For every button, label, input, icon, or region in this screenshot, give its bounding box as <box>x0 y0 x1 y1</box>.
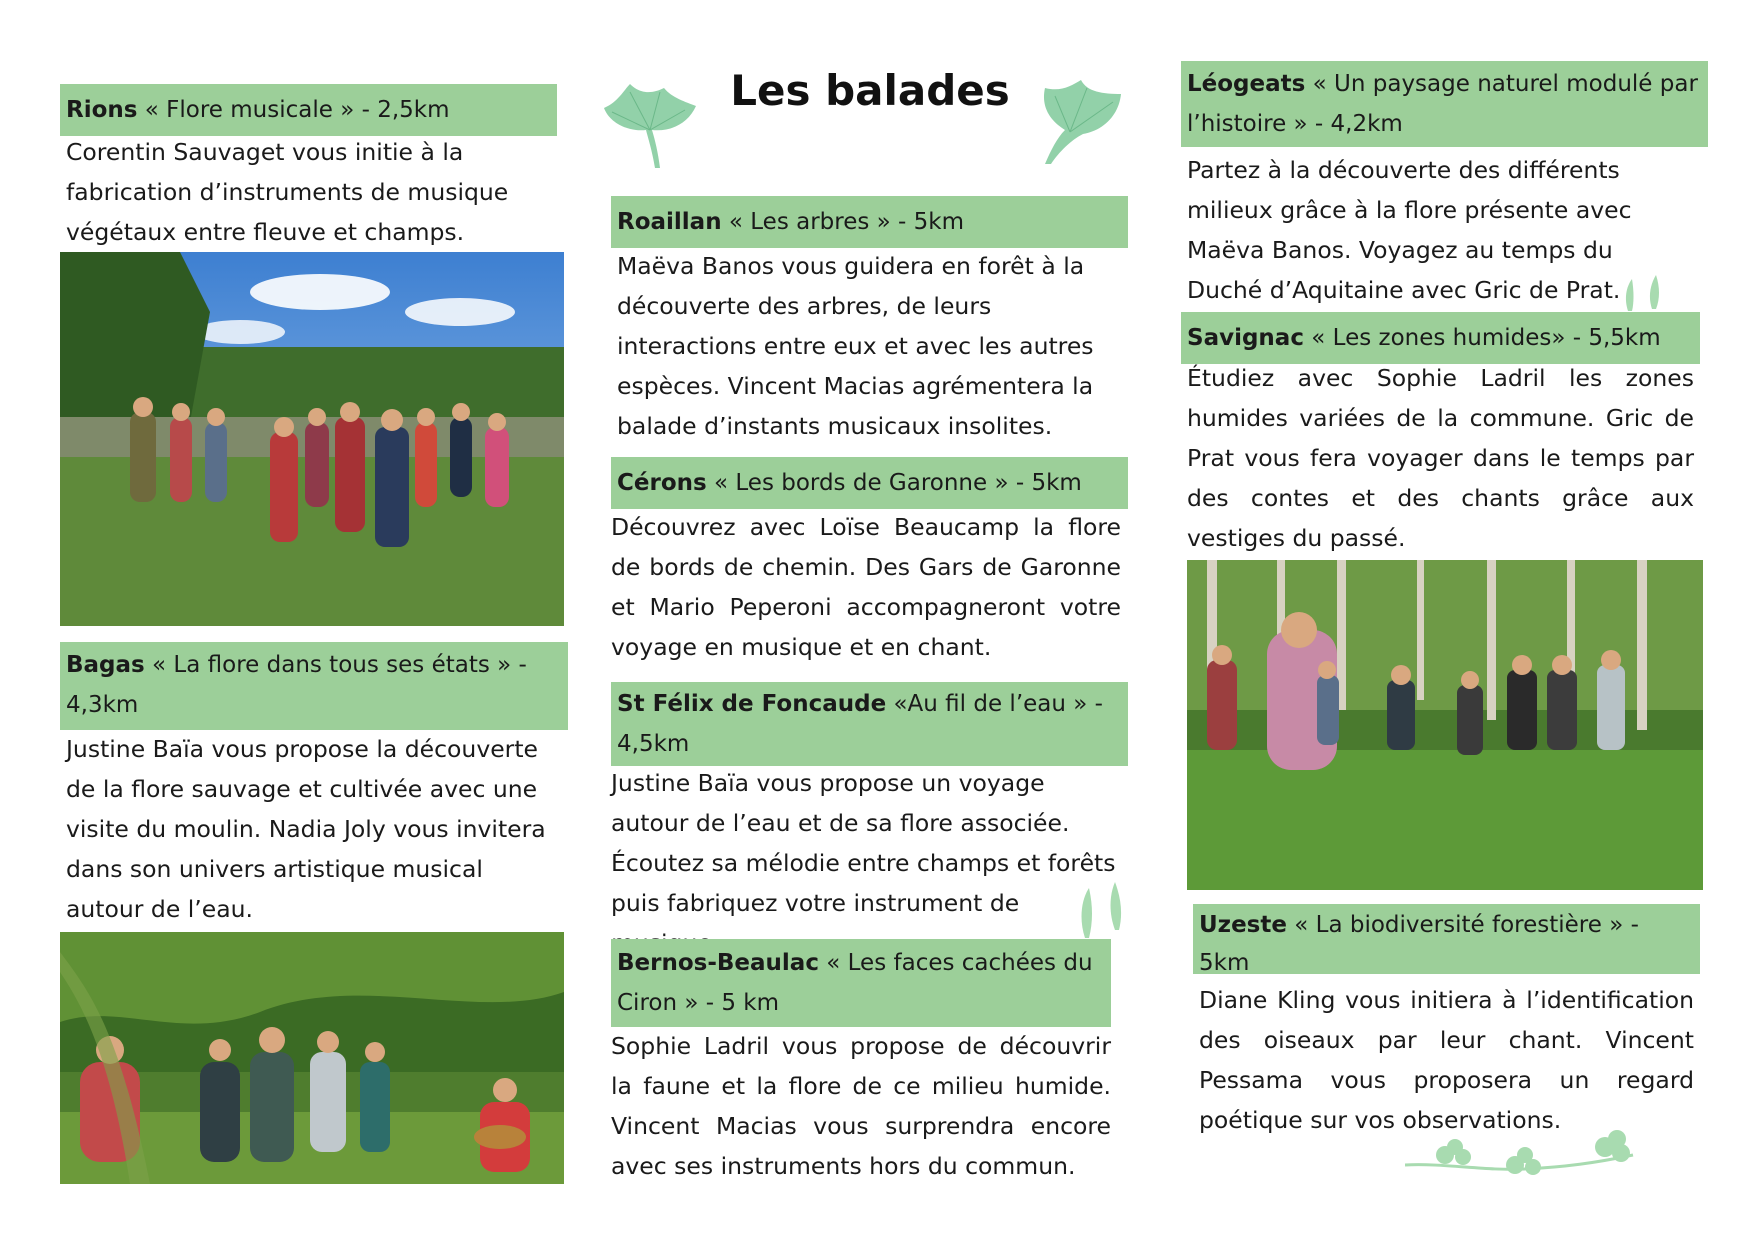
walk-place: Bernos-Beaulac <box>617 950 819 976</box>
walk-place: Bagas <box>66 652 145 678</box>
walk-theme: « La flore dans tous ses états » - 4,3km <box>66 652 527 718</box>
walk-heading-stfelix <box>611 682 1128 766</box>
walk-place: Cérons <box>617 470 707 496</box>
walk-theme: « La biodiversité forestière » - 5km <box>1199 912 1639 976</box>
walk-theme: « Les zones humides» - 5,5km <box>1303 325 1661 351</box>
photo-group-in-forest <box>1187 560 1703 890</box>
walk-heading-cerons <box>611 457 1128 509</box>
walk-place: Rions <box>66 97 138 123</box>
walk-heading-savignac <box>1181 312 1700 364</box>
walk-description-bagas: Justine Baïa vous propose la découverte de la flore sauvage et cultivée avec une visite du moulin. Nadia Joly vous invitera dans son univers artistique musical autour de l’eau. <box>66 735 546 923</box>
photo-guitarist-in-woods <box>60 932 564 1184</box>
walk-heading-rions <box>60 84 557 136</box>
ginkgo-leaf-icon <box>1025 78 1125 168</box>
walk-description-stfelix: Justine Baïa vous propose un voyage autour de l’eau et de sa flore associée. Écoutez sa mélodie entre champs et forêts puis fabriquez votre instrument de <box>611 769 1116 917</box>
walk-description-cerons: Découvrez avec Loïse Beaucamp la flore de bords de chemin. Des Gars de Garonne et Mario Peperoni accompagneront votre voyage en musique et en chant. <box>611 513 1121 661</box>
grass-blades-icon <box>1620 275 1670 311</box>
walk-theme: « Les bords de Garonne » - 5km <box>706 470 1082 496</box>
walk-theme: « Flore musicale » - 2,5km <box>137 97 450 123</box>
walk-theme: « Les arbres » - 5km <box>721 209 965 235</box>
walk-description-uzeste: Diane Kling vous initiera à l’identification des oiseaux par leur chant. Vincent Pessama vous proposera un regard poétique sur vos observations. <box>1199 986 1694 1134</box>
walk-place: Uzeste <box>1199 912 1287 938</box>
walk-heading-uzeste <box>1193 904 1700 974</box>
photo-group-by-pond <box>60 252 564 626</box>
walk-description-savignac: Étudiez avec Sophie Ladril les zones humides variées de la commune. Gric de Prat vous fera voyager dans le temps par des contes et des chants grâce aux vestiges du passé. <box>1187 364 1694 552</box>
walk-place: Léogeats <box>1187 71 1306 97</box>
page-title: Les balades <box>730 66 1010 115</box>
walk-description-bernos: Sophie Ladril vous propose de découvrir la faune et la flore de ce milieu humide. Vincent Macias vous surprendra encore avec ses instruments hors du commun. <box>611 1032 1111 1180</box>
walk-heading-bagas <box>60 642 568 730</box>
walk-theme: «Au fil de l’eau » - 4,5km <box>617 691 1103 757</box>
walk-description-leogeats: Partez à la découverte des différents milieux grâce à la flore présente avec Maëva Banos. Voyagez au temps du Duché d’Aquitaine avec Gric de Prat. <box>1187 156 1632 304</box>
walk-description-rions: Corentin Sauvaget vous initie à la fabrication d’instruments de musique végétaux entre fleuve et champs. <box>66 138 509 246</box>
walk-theme: « Un paysage naturel modulé par l’histoire » - 4,2km <box>1187 71 1698 137</box>
walk-heading-leogeats <box>1181 61 1708 147</box>
walk-heading-roaillan <box>611 196 1128 248</box>
walk-heading-bernos <box>611 939 1111 1027</box>
walk-theme: « Les faces cachées du Ciron » - 5 km <box>617 950 1093 1016</box>
grass-blades-icon <box>1075 880 1135 940</box>
walk-place: Roaillan <box>617 209 722 235</box>
walk-place: St Félix de Foncaude <box>617 691 887 717</box>
ginkgo-leaf-icon <box>600 80 700 170</box>
clover-sprig-icon <box>1405 1125 1635 1185</box>
walk-description-roaillan: Maëva Banos vous guidera en forêt à la découverte des arbres, de leurs interactions entre eux et avec les autres espèces. Vincent Macias agrémentera la balade d’instants musicaux insolites. <box>617 252 1094 440</box>
walk-place: Savignac <box>1187 325 1304 351</box>
